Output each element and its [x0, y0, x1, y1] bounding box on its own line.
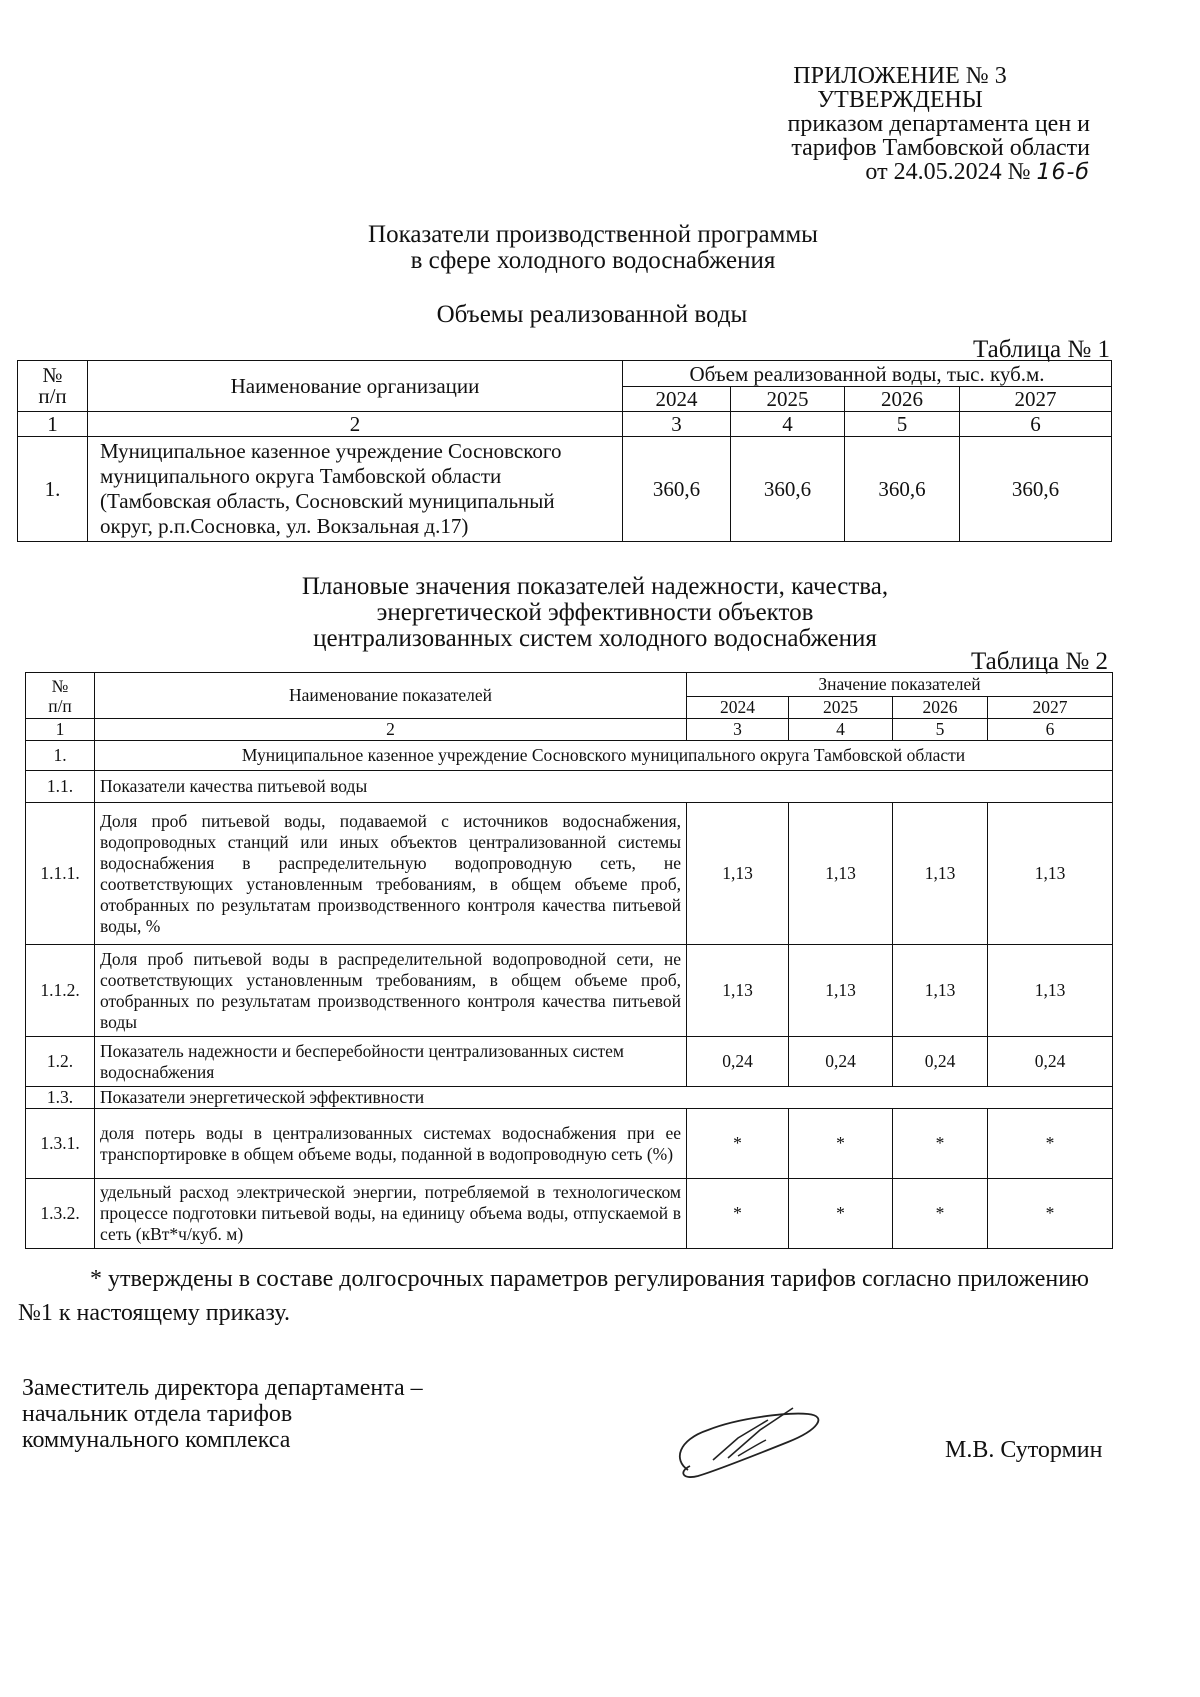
t2-row-1-3-1-v2024: *	[687, 1109, 789, 1179]
t2-row-1-2-v2026: 0,24	[893, 1037, 988, 1087]
table2	[25, 672, 1113, 1249]
section2-title	[0, 574, 1195, 652]
t2-row-1-1-2-v2024: 1,13	[687, 945, 789, 1037]
t2-row-1-1-1-no: 1.1.1.	[26, 803, 95, 945]
t2-sec-1-3-no: 1.3.	[26, 1087, 95, 1109]
t2-row-1-1-1-name: Доля проб питьевой воды, подаваемой с источников водоснабжения, водопроводных станций или иных объектов централизованной системы водоснабжения в распределительную водопроводную сеть, не соответствующих установленным требованиям, в общем объеме проб, отобранных по результатам производственного контроля качества питьевой воды, %	[95, 803, 687, 945]
section2-title-line-1: Плановые значения показателей надежности, качества,	[301, 573, 889, 600]
table-row	[26, 741, 1113, 771]
t1-num-2: 2	[88, 412, 623, 437]
t2-year-2024: 2024	[687, 697, 789, 719]
table-row	[26, 1109, 1113, 1179]
t2-row-1-1-1-v2027: 1,13	[988, 803, 1113, 945]
t2-row-1-2-v2024: 0,24	[687, 1037, 789, 1087]
t2-col-name: Наименование показателей	[95, 673, 687, 719]
t2-row-1-3-2-name: удельный расход электрической энергии, потребляемой в технологическом процессе подготовки питьевой воды, на единицу объема воды, отпускаемой в сеть (кВт*ч/куб. м)	[95, 1179, 687, 1249]
t1-num-5: 5	[845, 412, 960, 437]
approval-line-2: тарифов Тамбовской области	[791, 135, 1090, 161]
t2-row-1-2-no: 1.2.	[26, 1037, 95, 1087]
t1-year-2025: 2025	[731, 387, 845, 412]
table-row	[26, 1179, 1113, 1249]
t2-row-1-3-2-no: 1.3.2.	[26, 1179, 95, 1249]
t2-row-1-1-1-v2025: 1,13	[789, 803, 893, 945]
t2-row-1-1-1-v2024: 1,13	[687, 803, 789, 945]
t2-row-1-1-2-no: 1.1.2.	[26, 945, 95, 1037]
t2-row-1-2-name: Показатель надежности и бесперебойности централизованных систем водоснабжения	[95, 1037, 687, 1087]
approval-line-1: приказом департамента цен и	[787, 111, 1090, 137]
t1-col-group: Объем реализованной воды, тыс. куб.м.	[623, 361, 1112, 387]
t2-row-1-3-2-v2026: *	[893, 1179, 988, 1249]
t1-value-2025: 360,6	[731, 437, 845, 542]
section1-title: Объемы реализованной воды	[436, 301, 748, 328]
t2-row-1-1-1-v2026: 1,13	[893, 803, 988, 945]
document-title-line-1: Показатели производственной программы	[368, 221, 818, 248]
table-row	[26, 803, 1113, 945]
table-row	[26, 771, 1113, 803]
t2-row-1-1-2-v2025: 1,13	[789, 945, 893, 1037]
order-number-handwritten: 16-б	[1036, 160, 1090, 185]
table1	[17, 360, 1112, 542]
t2-row-1-2-v2025: 0,24	[789, 1037, 893, 1087]
t2-row-1-3-1-v2026: *	[893, 1109, 988, 1179]
signatory-position	[22, 1375, 423, 1453]
t2-row-1-3-1-no: 1.3.1.	[26, 1109, 95, 1179]
t1-col-name: Наименование организации	[88, 361, 623, 412]
t1-num-6: 6	[960, 412, 1112, 437]
t2-row-1-2-v2027: 0,24	[988, 1037, 1113, 1087]
t2-num-4: 4	[789, 719, 893, 741]
t2-num-5: 5	[893, 719, 988, 741]
document-title	[0, 222, 1193, 274]
section2-title-line-3: централизованных систем холодного водоснабжения	[313, 625, 877, 652]
handwritten-signature	[668, 1400, 838, 1490]
t1-year-2027: 2027	[960, 387, 1112, 412]
order-date-line	[600, 160, 1090, 185]
t2-row-1-3-2-v2024: *	[687, 1179, 789, 1249]
t2-row-1-3-1-v2025: *	[789, 1109, 893, 1179]
t2-num-2: 2	[95, 719, 687, 741]
document-title-line-2: в сфере холодного водоснабжения	[410, 247, 776, 274]
t2-col-group: Значение показателей	[687, 673, 1113, 697]
approved-label: УТВЕРЖДЕНЫ	[817, 87, 983, 113]
signatory-line-1: Заместитель директора департамента –	[22, 1375, 423, 1401]
t2-year-2027: 2027	[988, 697, 1113, 719]
t2-row-1-3-2-v2027: *	[988, 1179, 1113, 1249]
table-row	[26, 1037, 1113, 1087]
t1-num-3: 3	[623, 412, 731, 437]
t2-org-name: Муниципальное казенное учреждение Сосновского муниципального округа Тамбовской области	[95, 741, 1113, 771]
t2-row-1-1-2-v2027: 1,13	[988, 945, 1113, 1037]
t2-year-2026: 2026	[893, 697, 988, 719]
t1-value-2026: 360,6	[845, 437, 960, 542]
signatory-line-2: начальник отдела тарифов	[22, 1401, 293, 1427]
appendix-number: ПРИЛОЖЕНИЕ № 3	[793, 63, 1007, 89]
t1-value-2024: 360,6	[623, 437, 731, 542]
t1-value-2027: 360,6	[960, 437, 1112, 542]
table-row	[26, 945, 1113, 1037]
table2-label: Таблица № 2	[970, 648, 1108, 675]
t2-row-1-3-2-v2025: *	[789, 1179, 893, 1249]
table-row	[26, 1087, 1113, 1109]
t1-num-4: 4	[731, 412, 845, 437]
approval-header	[600, 64, 1090, 185]
section2-title-line-2: энергетической эффективности объектов	[376, 599, 814, 626]
t1-year-2024: 2024	[623, 387, 731, 412]
footnote: * утверждены в составе долгосрочных параметров регулирования тарифов согласно приложению №1 к настоящему приказу.	[18, 1266, 1089, 1326]
table1-label: Таблица № 1	[972, 336, 1110, 363]
signatory-line-3: коммунального комплекса	[22, 1427, 291, 1453]
t2-row-1-1-2-v2026: 1,13	[893, 945, 988, 1037]
table-row	[18, 437, 1112, 542]
t2-sec-1-3-name: Показатели энергетической эффективности	[95, 1087, 1113, 1109]
t2-row-1-3-1-v2027: *	[988, 1109, 1113, 1179]
t1-row-no: 1.	[18, 437, 88, 542]
signatory-name: М.В. Сутормин	[945, 1437, 1103, 1463]
t2-org-no: 1.	[26, 741, 95, 771]
t2-col-no: № п/п	[26, 673, 95, 719]
t2-sec-1-1-no: 1.1.	[26, 771, 95, 803]
t2-num-3: 3	[687, 719, 789, 741]
t2-year-2025: 2025	[789, 697, 893, 719]
t2-row-1-3-1-name: доля потерь воды в централизованных системах водоснабжения при ее транспортировке в общем объеме воды, поданной в водопроводную сеть (%)	[95, 1109, 687, 1179]
t1-year-2026: 2026	[845, 387, 960, 412]
t1-col-no: № п/п	[18, 361, 88, 412]
t1-row-name: Муниципальное казенное учреждение Сосновского муниципального округа Тамбовской области (Тамбовская область, Сосновский муниципальный округ, р.п.Сосновка, ул. Вокзальная д.17)	[88, 437, 623, 542]
t2-num-6: 6	[988, 719, 1113, 741]
t2-num-1: 1	[26, 719, 95, 741]
t2-sec-1-1-name: Показатели качества питьевой воды	[95, 771, 1113, 803]
t2-row-1-1-2-name: Доля проб питьевой воды в распределительной водопроводной сети, не соответствующих установленным требованиям, в общем объеме проб, отобранных по результатам производственного контроля качества питьевой воды	[95, 945, 687, 1037]
order-date: от 24.05.2024 №	[865, 159, 1031, 185]
t1-num-1: 1	[18, 412, 88, 437]
